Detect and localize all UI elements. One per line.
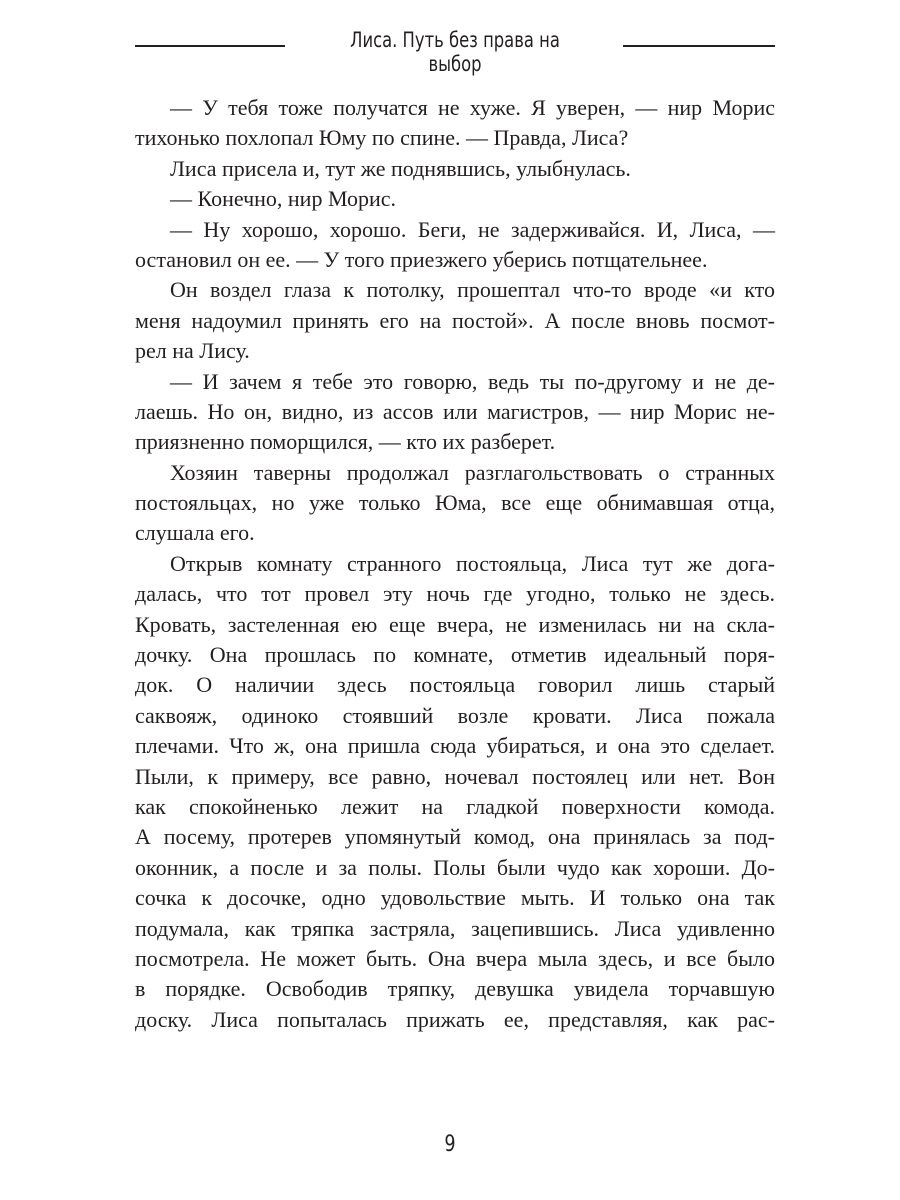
text-line: Лиса присела и, тут же поднявшись, улыбнулась. xyxy=(170,155,631,181)
running-title: Лиса. Путь без права на выбор xyxy=(350,28,560,76)
text-line: Пыли, к примеру, все равно, ночевал постоялец или нет. Вон xyxy=(135,763,775,789)
text-line: меня надоумил принять его на постой». А после вновь посмот- xyxy=(135,307,775,333)
text-line: доску. Лиса попыталась прижать ее, представляя, как рас- xyxy=(135,1006,775,1032)
text-line: док. О наличии здесь постояльца говорил лишь старый xyxy=(135,672,775,698)
page-number: 9 xyxy=(444,1132,456,1157)
text-line: постояльцах, но уже только Юма, все еще обнимавшая отца, xyxy=(135,490,775,516)
text-line: посмотрела. Не может быть. Она вчера мыла здесь, и все было xyxy=(135,945,775,971)
text-line: рел на Лису. xyxy=(135,338,250,364)
text-line: — У тебя тоже получатся не хуже. Я уверен, — нир Морис xyxy=(170,95,775,120)
text-line: Он воздел глаза к потолку, прошептал что-то вроде «и кто xyxy=(170,277,775,303)
text-line: оконник, а после и за полы. Полы были чудо как хороши. До- xyxy=(135,854,775,880)
text-line: слушала его. xyxy=(135,520,255,546)
body-text xyxy=(135,93,775,1035)
text-line: лаешь. Но он, видно, из ассов или магистров, — нир Морис не- xyxy=(135,398,775,424)
text-line: Открыв комнату странного постояльца, Лиса тут же дога- xyxy=(170,550,775,576)
text-line: Кровать, застеленная ею еще вчера, не изменилась ни на скла- xyxy=(135,611,775,637)
text-line: как спокойненько лежит на гладкой поверхности комода. xyxy=(135,793,775,819)
header-rule-left xyxy=(135,45,285,47)
text-line: дочку. Она прошлась по комнате, отметив идеальный поря- xyxy=(135,642,775,668)
text-line: А посему, протерев упомянутый комод, она принялась за под- xyxy=(135,824,775,850)
text-line: приязненно поморщился, — кто их разберет. xyxy=(135,429,556,455)
text-line: — Ну хорошо, хорошо. Беги, не задерживайся. И, Лиса, — xyxy=(170,216,775,242)
text-line: плечами. Что ж, она пришла сюда убираться, и она это сделает. xyxy=(135,733,775,759)
text-line: далась, что тот провел эту ночь где угодно, только не здесь. xyxy=(135,581,775,607)
text-line: сочка к досочке, одно удовольствие мыть. И только она так xyxy=(135,885,775,911)
text-line: подумала, как тряпка застряла, зацепившись. Лиса удивленно xyxy=(135,915,775,941)
text-line: — Конечно, нир Морис. xyxy=(170,186,397,212)
header-rule-right xyxy=(623,45,775,47)
text-line: — И зачем я тебе это говорю, ведь ты по-другому и не де- xyxy=(170,368,775,394)
text-line: остановил он ее. — У того приезжего уберись потщательнее. xyxy=(135,246,708,272)
text-line: в порядке. Освободив тряпку, девушка увидела торчавшую xyxy=(135,976,775,1002)
text-line: тихонько похлопал Юму по спине. — Правда, Лиса? xyxy=(135,125,629,151)
text-line: Хозяин таверны продолжал разглагольствовать о странных xyxy=(170,459,775,485)
text-line: саквояж, одиноко стоявший возле кровати. Лиса пожала xyxy=(135,702,775,728)
